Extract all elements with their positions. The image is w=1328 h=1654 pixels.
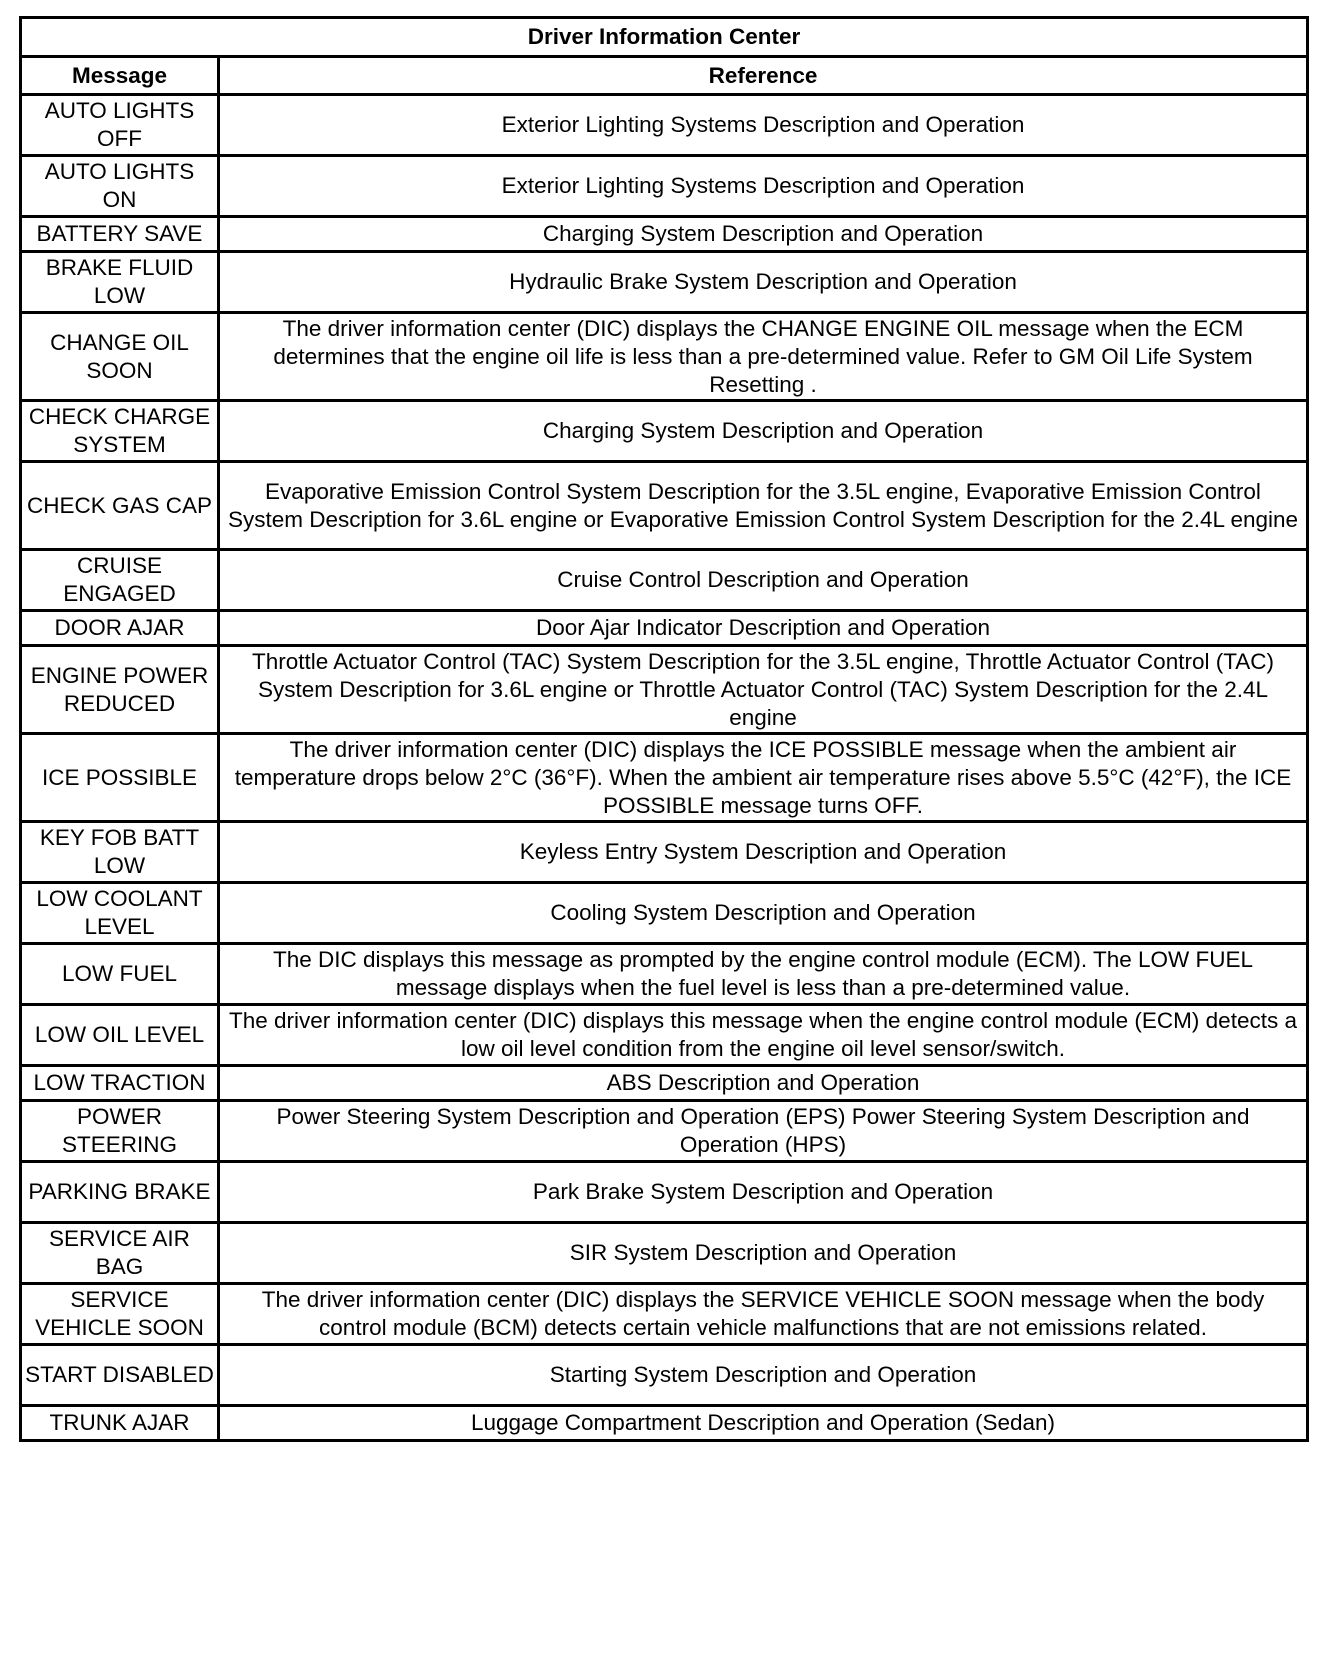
- table-row: [21, 1406, 1308, 1441]
- message-cell: SERVICE VEHICLE SOON: [21, 1284, 219, 1345]
- message-cell: ENGINE POWER REDUCED: [21, 646, 219, 734]
- message-cell: CRUISE ENGAGED: [21, 550, 219, 611]
- reference-cell: Luggage Compartment Description and Operation (Sedan): [219, 1406, 1308, 1441]
- message-cell: DOOR AJAR: [21, 611, 219, 646]
- table-row: [21, 95, 1308, 156]
- message-cell: TRUNK AJAR: [21, 1406, 219, 1441]
- table-row: [21, 156, 1308, 217]
- reference-cell: SIR System Description and Operation: [219, 1223, 1308, 1284]
- reference-cell: Cruise Control Description and Operation: [219, 550, 1308, 611]
- column-header-reference: Reference: [219, 57, 1308, 95]
- message-cell: CHANGE OIL SOON: [21, 313, 219, 401]
- message-cell: SERVICE AIR BAG: [21, 1223, 219, 1284]
- table-row: [21, 462, 1308, 550]
- table-row: [21, 883, 1308, 944]
- table-body: [21, 95, 1308, 1441]
- reference-cell: Door Ajar Indicator Description and Operation: [219, 611, 1308, 646]
- reference-cell: Power Steering System Description and Operation (EPS) Power Steering System Description and Operation (HPS): [219, 1101, 1308, 1162]
- reference-cell: Charging System Description and Operation: [219, 401, 1308, 462]
- table-row: [21, 1223, 1308, 1284]
- message-cell: POWER STEERING: [21, 1101, 219, 1162]
- table-header-row: [21, 57, 1308, 95]
- table-row: [21, 217, 1308, 252]
- reference-cell: Starting System Description and Operation: [219, 1345, 1308, 1406]
- table-row: [21, 734, 1308, 822]
- table-row: [21, 611, 1308, 646]
- message-cell: AUTO LIGHTS ON: [21, 156, 219, 217]
- message-cell: LOW FUEL: [21, 944, 219, 1005]
- table-row: [21, 252, 1308, 313]
- message-cell: CHECK CHARGE SYSTEM: [21, 401, 219, 462]
- reference-cell: ABS Description and Operation: [219, 1066, 1308, 1101]
- table-row: [21, 401, 1308, 462]
- message-cell: CHECK GAS CAP: [21, 462, 219, 550]
- column-header-message: Message: [21, 57, 219, 95]
- reference-cell: Evaporative Emission Control System Description for the 3.5L engine, Evaporative Emission Control System Description for 3.6L engine or Evaporative Emission Control System Description for the 2.4L engine: [219, 462, 1308, 550]
- reference-cell: Cooling System Description and Operation: [219, 883, 1308, 944]
- table-row: [21, 550, 1308, 611]
- reference-cell: Hydraulic Brake System Description and Operation: [219, 252, 1308, 313]
- reference-cell: The DIC displays this message as prompted by the engine control module (ECM). The LOW FUEL message displays when the fuel level is less than a pre-determined value.: [219, 944, 1308, 1005]
- message-cell: ICE POSSIBLE: [21, 734, 219, 822]
- table-row: [21, 1005, 1308, 1066]
- message-cell: LOW COOLANT LEVEL: [21, 883, 219, 944]
- reference-cell: Keyless Entry System Description and Operation: [219, 822, 1308, 883]
- message-cell: BATTERY SAVE: [21, 217, 219, 252]
- table-row: [21, 313, 1308, 401]
- table-row: [21, 1162, 1308, 1223]
- message-cell: BRAKE FLUID LOW: [21, 252, 219, 313]
- message-cell: LOW TRACTION: [21, 1066, 219, 1101]
- table-row: [21, 646, 1308, 734]
- reference-cell: Park Brake System Description and Operation: [219, 1162, 1308, 1223]
- table-title: Driver Information Center: [21, 18, 1308, 57]
- reference-cell: Charging System Description and Operation: [219, 217, 1308, 252]
- reference-cell: Exterior Lighting Systems Description and Operation: [219, 156, 1308, 217]
- reference-cell: Throttle Actuator Control (TAC) System Description for the 3.5L engine, Throttle Actuator Control (TAC) System Description for 3.6L engine or Throttle Actuator Control (TAC) System Description for the 2.4L engine: [219, 646, 1308, 734]
- table-row: [21, 1345, 1308, 1406]
- message-cell: LOW OIL LEVEL: [21, 1005, 219, 1066]
- table-row: [21, 1101, 1308, 1162]
- table-title-row: [21, 18, 1308, 57]
- dic-message-table: [19, 16, 1309, 1442]
- table-row: [21, 944, 1308, 1005]
- message-cell: AUTO LIGHTS OFF: [21, 95, 219, 156]
- reference-cell: The driver information center (DIC) displays the ICE POSSIBLE message when the ambient air temperature drops below 2°C (36°F). When the ambient air temperature rises above 5.5°C (42°F), the ICE POSSIBLE message turns OFF.: [219, 734, 1308, 822]
- table-row: [21, 822, 1308, 883]
- reference-cell: The driver information center (DIC) displays the CHANGE ENGINE OIL message when the ECM determines that the engine oil life is less than a pre-determined value. Refer to GM Oil Life System Resetting .: [219, 313, 1308, 401]
- reference-cell: Exterior Lighting Systems Description and Operation: [219, 95, 1308, 156]
- message-cell: PARKING BRAKE: [21, 1162, 219, 1223]
- table-row: [21, 1066, 1308, 1101]
- message-cell: KEY FOB BATT LOW: [21, 822, 219, 883]
- message-cell: START DISABLED: [21, 1345, 219, 1406]
- reference-cell: The driver information center (DIC) displays this message when the engine control module (ECM) detects a low oil level condition from the engine oil level sensor/switch.: [219, 1005, 1308, 1066]
- table-row: [21, 1284, 1308, 1345]
- reference-cell: The driver information center (DIC) displays the SERVICE VEHICLE SOON message when the body control module (BCM) detects certain vehicle malfunctions that are not emissions related.: [219, 1284, 1308, 1345]
